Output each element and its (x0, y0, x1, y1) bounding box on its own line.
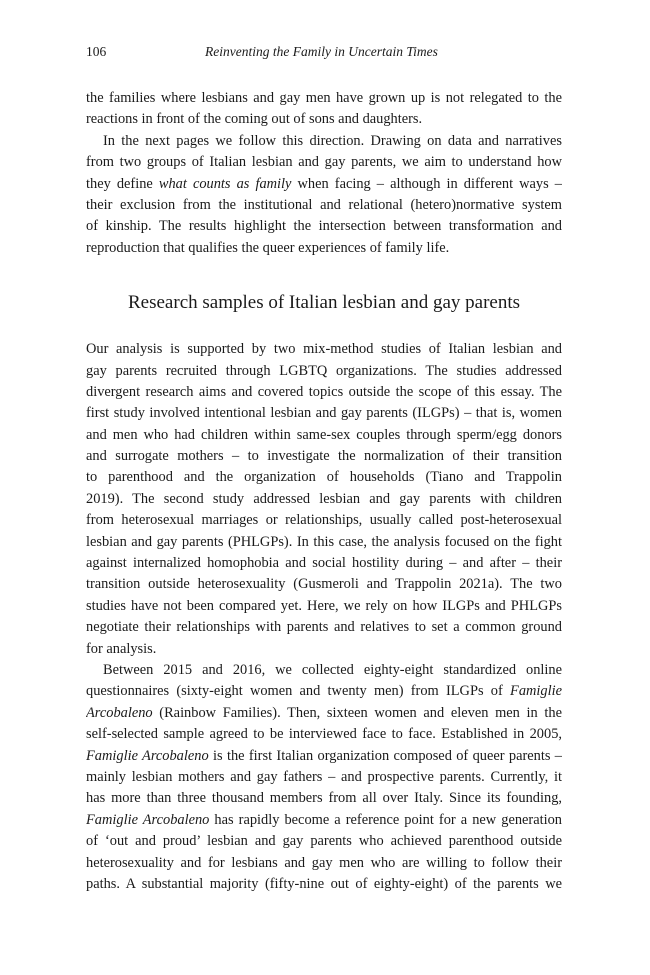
text-run: (Rainbow Families). Then, sixteen women and eleven men in the (152, 704, 562, 721)
text-line (86, 810, 562, 831)
text-line: gay parents recruited through LGBTQ organizations. The studies addressed (86, 362, 562, 379)
text-line: the families where lesbians and gay men have grown up is not relegated to the (86, 90, 562, 106)
text-line: negotiate their relationships with parents and relatives to set a common ground (86, 619, 562, 636)
text-line: their exclusion from the institutional and relational (hetero)normative system (86, 196, 562, 213)
paragraph-continuation (86, 88, 562, 131)
text-line: studies have not been compared yet. Here, we rely on how ILGPs and PHLGPs (86, 597, 562, 614)
text-line: paths. A substantial majority (fifty-nine out of eighty-eight) of the parents we (86, 875, 562, 892)
text-line: reproduction that qualifies the queer experiences of family life. (86, 239, 450, 256)
paragraph (86, 131, 562, 259)
text-line: from heterosexual marriages or relationships, usually called post-heterosexual (86, 512, 562, 529)
emphasis-text: Arcobaleno (86, 704, 153, 721)
text-line (86, 703, 562, 724)
text-line: 2019). The second study addressed lesbian and gay parents with children (86, 490, 562, 507)
emphasis-text: Famiglie (510, 683, 562, 700)
running-head (86, 44, 562, 64)
text-line: has more than three thousand members from all over Italy. Since its founding, (86, 790, 562, 807)
text-run: questionnaires (sixty-eight women and twenty men) from ILGPs of (86, 683, 511, 700)
text-line (86, 681, 562, 702)
text-line: and men who had children within same-sex couples through sperm/egg donors (86, 426, 562, 443)
text-line: Between 2015 and 2016, we collected eighty-eight standardized online (103, 661, 562, 678)
text-line: heterosexuality and for lesbians and gay men who are willing to follow their (86, 854, 562, 871)
text-line: from two groups of Italian lesbian and gay parents, we aim to understand how (86, 154, 562, 171)
text-line: self-selected sample agreed to be interviewed face to face. Established in 2005, (86, 726, 562, 743)
text-run: is the first Italian organization composed of queer parents – (208, 747, 562, 764)
text-line: In the next pages we follow this direction. Drawing on data and narratives (103, 132, 562, 149)
text-line: to parenthood and the organization of households (Tiano and Trappolin (86, 469, 562, 486)
text-line: against internalized homophobia and social hostility during – and after – their (86, 555, 562, 572)
paragraph (86, 339, 562, 660)
text-run: when facing – although in different ways – (291, 175, 562, 192)
emphasis-text: Famiglie Arcobaleno (86, 747, 209, 764)
emphasis-text: what counts as family (158, 175, 292, 192)
text-line (86, 746, 562, 767)
text-line: lesbian and gay parents (PHLGPs). In this case, the analysis focused on the fight (86, 533, 562, 550)
text-line: of kinship. The results highlight the intersection between transformation and (86, 218, 562, 235)
emphasis-text: Famiglie Arcobaleno (86, 811, 210, 828)
body-text (86, 88, 562, 895)
text-line: of ‘out and proud’ lesbian and gay parents who achieved parenthood outside (86, 833, 562, 850)
running-title: Reinventing the Family in Uncertain Times (205, 44, 438, 59)
text-line: first study involved intentional lesbian and gay parents (ILGPs) – that is, women (86, 405, 562, 422)
paragraph (86, 660, 562, 895)
text-run: has rapidly become a reference point for a new generation (209, 811, 562, 828)
page-number: 106 (86, 44, 107, 59)
text-line (86, 174, 562, 195)
text-line: divergent research aims and covered topics outside the scope of this essay. The (86, 383, 562, 400)
text-line: Our analysis is supported by two mix-method studies of Italian lesbian and (86, 341, 562, 358)
text-line: transition outside heterosexuality (Gusmeroli and Trappolin 2021a). The two (86, 576, 562, 593)
text-line: mainly lesbian mothers and gay fathers – and prospective parents. Currently, it (86, 768, 562, 785)
text-line: and surrogate mothers – to investigate the normalization of their transition (86, 448, 562, 465)
text-run: they define (86, 175, 159, 192)
text-line: reactions in front of the coming out of sons and daughters. (86, 111, 423, 128)
text-line: for analysis. (86, 640, 157, 657)
section-heading: Research samples of Italian lesbian and gay parents (128, 292, 520, 314)
